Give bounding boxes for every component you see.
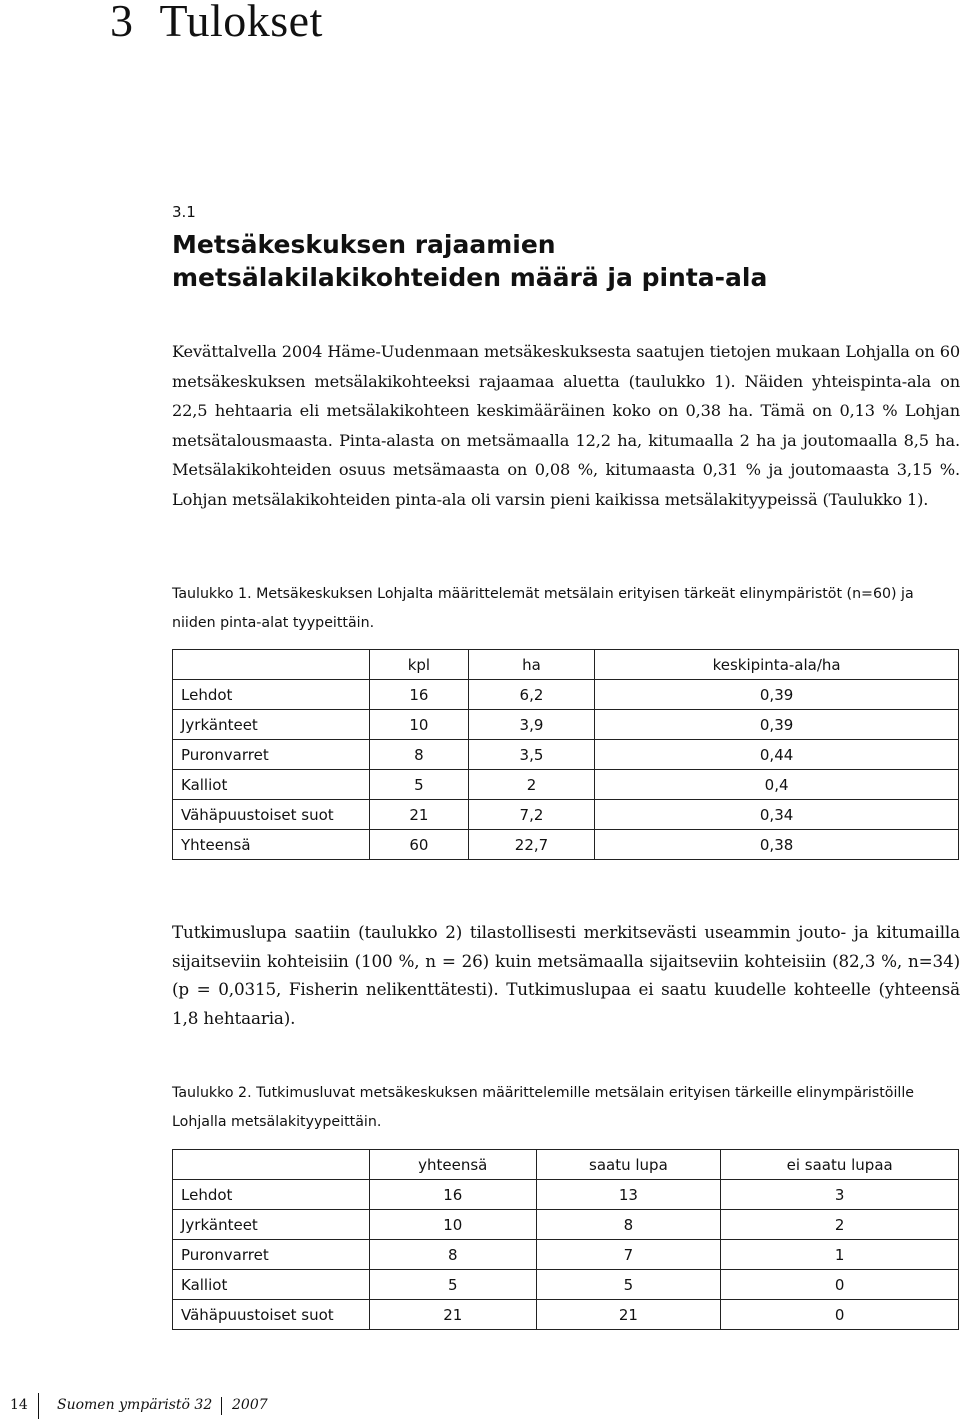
table1-header-cell: kpl [370,650,469,680]
table-cell: Lehdot [173,1180,370,1210]
table1-header-cell: ha [468,650,594,680]
table-cell: 13 [536,1180,721,1210]
table-row [173,830,959,860]
table-cell: 0,34 [595,800,959,830]
table1-header-cell: keskipinta-ala/ha [595,650,959,680]
table-cell: 3,9 [468,710,594,740]
table-cell: 5 [370,770,469,800]
table-cell: Yhteensä [173,830,370,860]
table-cell: Vähäpuustoiset suot [173,1300,370,1330]
table2-caption [172,1079,960,1137]
section-title [172,228,932,294]
table-cell: 5 [536,1270,721,1300]
section-number: 3.1 [172,203,196,221]
table-cell: 0,38 [595,830,959,860]
table-cell: 0,39 [595,710,959,740]
table-cell: Puronvarret [173,1240,370,1270]
table2-caption-text: Tutkimusluvat metsäkeskuksen määrittelemille metsälain erityisen tärkeille elinympäristöille Lohjalla metsälakityypeittäin. [172,1085,915,1130]
table-cell: 16 [370,680,469,710]
section-title-line1: Metsäkeskuksen rajaamien [172,230,556,259]
table-cell: 0,39 [595,680,959,710]
table-row [173,1240,959,1270]
table1-header-row [173,650,959,680]
table-cell: Jyrkänteet [173,710,370,740]
table-row [173,710,959,740]
table2-header-cell [173,1150,370,1180]
table-row [173,740,959,770]
table-row [173,1270,959,1300]
body-paragraph-1: Kevättalvella 2004 Häme-Uudenmaan metsäkeskuksesta saatujen tietojen mukaan Lohjalla on 60 metsäkeskuksen metsälakikohteeksi rajaamaa aluetta (taulukko 1). Näiden yhteispinta-ala on 22,5 hehtaaria eli metsälakikohteen keskimääräinen koko on 0,38 ha. Tämä on 0,13 % Lohjan metsätalousmaasta. Pinta-alasta on metsämaalla 12,2 ha, kitumaalla 2 ha ja joutomaalla 8,5 ha. Metsälakikohteiden osuus metsämaasta on 0,08 %, kitumaasta 0,31 % ja joutomaasta 3,15 %. Lohjan metsälakikohteiden pinta-ala oli varsin pieni kaikissa metsälakityypeissä (Taulukko 1). [172,342,960,509]
table-cell: 2 [468,770,594,800]
table1-header-cell [173,650,370,680]
table-cell: Puronvarret [173,740,370,770]
table-row [173,680,959,710]
table-2 [172,1149,959,1330]
table-cell: Kalliot [173,1270,370,1300]
table-cell: 10 [370,710,469,740]
table-cell: Lehdot [173,680,370,710]
table-cell: 22,7 [468,830,594,860]
table2-header-cell: ei saatu lupaa [721,1150,959,1180]
body-paragraph-2: Tutkimuslupa saatiin (taulukko 2) tilastollisesti merkitsevästi useammin jouto- ja kitumailla sijaitseviin kohteisiin (100 %, n = 26) kuin metsämaalla sijaitseviin kohteisiin (82,3 %, n=34) (p = 0,0315, Fisherin nelikenttätesti). Tutkimuslupaa ei saatu kuudelle kohteelle (yhteensä 1,8 hehtaaria). [172,922,960,1028]
table-cell: 10 [370,1210,537,1240]
chapter-title [110,0,323,47]
publication-name: Suomen ympäristö 32 [57,1397,213,1413]
table-cell: 3 [721,1180,959,1210]
table-cell: 60 [370,830,469,860]
table1-caption-label: Taulukko 1. [172,586,252,602]
table2-header-row [173,1150,959,1180]
table-row [173,1210,959,1240]
table-cell: 0,44 [595,740,959,770]
table-row [173,1300,959,1330]
table-cell: 8 [370,740,469,770]
table-cell: 21 [370,1300,537,1330]
table-cell: 21 [536,1300,721,1330]
table-cell: 1 [721,1240,959,1270]
table-row [173,800,959,830]
table-cell: 8 [370,1240,537,1270]
table-cell: 21 [370,800,469,830]
table2-header-cell: yhteensä [370,1150,537,1180]
chapter-number: 3 [110,0,134,46]
table-cell: Vähäpuustoiset suot [173,800,370,830]
page-footer [0,1393,300,1419]
page-number: 14 [10,1397,28,1413]
table-cell: 5 [370,1270,537,1300]
table-cell: 0 [721,1270,959,1300]
section-title-line2: metsälakilakikohteiden määrä ja pinta-ala [172,263,768,292]
footer-separator [221,1397,222,1415]
table-row [173,770,959,800]
table-cell: Jyrkänteet [173,1210,370,1240]
table2-header-cell: saatu lupa [536,1150,721,1180]
table-cell: 7,2 [468,800,594,830]
publication-year: 2007 [232,1397,268,1413]
footer-divider [38,1393,39,1419]
table-cell: 6,2 [468,680,594,710]
table-cell: 2 [721,1210,959,1240]
table-cell: 8 [536,1210,721,1240]
table1-caption [172,580,960,638]
table-cell: 0 [721,1300,959,1330]
table-cell: 3,5 [468,740,594,770]
chapter-title-text: Tulokset [159,0,323,46]
table1-caption-text: Metsäkeskuksen Lohjalta määrittelemät metsälain erityisen tärkeät elinympäristöt (n=60) ja niiden pinta-alat tyypeittäin. [172,586,914,631]
table-cell: Kalliot [173,770,370,800]
table-cell: 16 [370,1180,537,1210]
table-cell: 7 [536,1240,721,1270]
table-cell: 0,4 [595,770,959,800]
table-row [173,1180,959,1210]
table-1 [172,649,959,860]
table2-caption-label: Taulukko 2. [172,1085,252,1101]
